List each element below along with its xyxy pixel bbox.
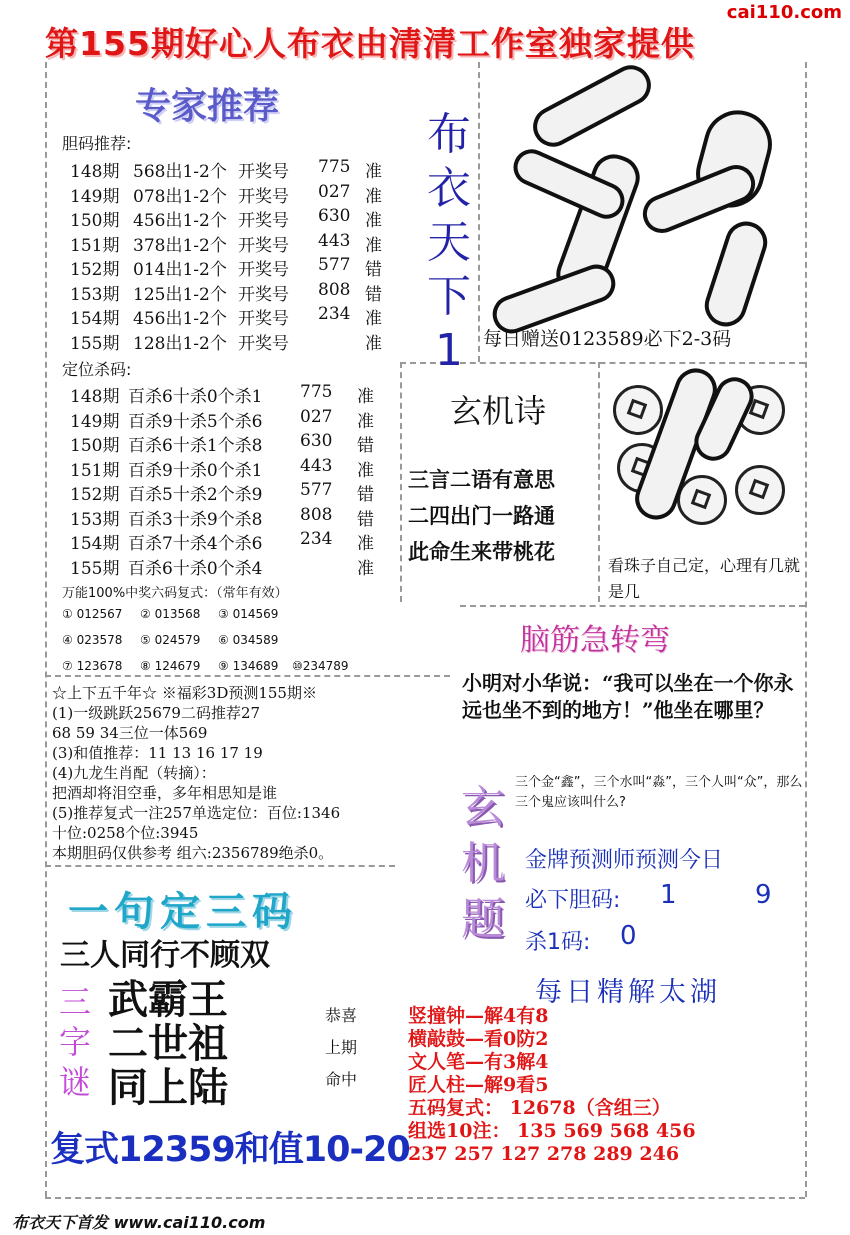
dan-cell: 456出1-2个	[133, 309, 227, 329]
kill-cell: 准	[357, 411, 374, 432]
wanneng-cell: ⑨ 134689	[218, 659, 279, 673]
kill-cell: 152期	[70, 485, 120, 505]
dan-cell: 开奖号	[238, 211, 289, 231]
dan-cell: 443	[318, 230, 351, 251]
dan-cell: 150期	[70, 211, 120, 231]
wanneng-cell: ⑥ 034589	[218, 633, 279, 647]
frame-divider-coin	[598, 362, 600, 602]
dan-cell: 开奖号	[238, 235, 289, 256]
coins-caption: 看珠子自己定，心理有几就是几	[608, 556, 801, 601]
dan-cell: 154期	[70, 309, 120, 329]
taihu-lines	[408, 1005, 696, 1166]
dan-cell: 027	[318, 181, 351, 202]
kill-cell: 错	[357, 509, 374, 530]
wanneng-cell: ④ 023578	[62, 633, 123, 647]
dan-cell: 149期	[70, 186, 120, 207]
poem-title: 玄机诗	[450, 392, 547, 430]
dan-cell: 开奖号	[238, 284, 289, 305]
kill-cell: 准	[357, 534, 374, 554]
poem-line: 三言二语有意思	[408, 468, 555, 492]
history-block	[52, 683, 340, 863]
sanzi-word: 二世祖	[108, 1021, 228, 1067]
taihu-line: 横敲鼓—看0防2	[408, 1028, 549, 1050]
kill-cell: 百杀7十杀4个杀6	[128, 534, 263, 554]
kill-title: 定位杀码:	[62, 360, 132, 379]
dan-cell: 开奖号	[238, 162, 289, 182]
sanzi-word: 同上陆	[108, 1065, 228, 1111]
kill-cell: 808	[300, 504, 333, 525]
kill-cell: 154期	[70, 534, 120, 554]
dan-cell: 577	[318, 255, 351, 275]
kill-cell: 153期	[70, 509, 120, 530]
taihu-line: 竖撞钟—解4有8	[408, 1005, 549, 1027]
kill-cell: 027	[300, 406, 333, 427]
kill-cell: 百杀3十杀9个杀8	[128, 509, 263, 530]
kill-cell: 准	[357, 387, 374, 407]
kill-cell: 错	[357, 436, 374, 456]
history-line: (5)推荐复式一注257单选定位：百位:1346	[52, 804, 341, 822]
taihu-line: 文人笔—有3解4	[408, 1051, 549, 1073]
dan-cell: 152期	[70, 260, 120, 280]
dan-cell: 准	[365, 186, 382, 207]
congrats-line: 上期	[325, 1038, 358, 1057]
expert-heading: 专家推荐	[135, 86, 280, 127]
dan-cell: 准	[365, 309, 382, 329]
wanneng-cell: ③ 014569	[218, 607, 279, 621]
dan-cell: 准	[365, 235, 382, 256]
dan-cell: 开奖号	[238, 186, 289, 207]
yiju-phrase: 三人同行不顾双	[60, 938, 270, 973]
taihu-line: 匠人柱—解9看5	[408, 1074, 549, 1096]
frame-bottom	[45, 1197, 805, 1199]
dan-cell: 125出1-2个	[133, 284, 227, 305]
dan-value-1: 1	[660, 880, 677, 910]
history-line: 把酒却将泪空垂，多年相思知是谁	[52, 784, 278, 802]
kill-cell: 577	[300, 480, 333, 500]
kill-cell: 百杀6十杀0个杀1	[128, 387, 263, 407]
dan-cell: 078出1-2个	[133, 186, 227, 207]
dan-cell: 148期	[70, 162, 120, 182]
coins-graphic	[605, 365, 805, 545]
kill-cell: 149期	[70, 411, 120, 432]
poem-line: 此命生来带桃花	[408, 540, 555, 564]
big-number-graphic	[490, 70, 805, 320]
kill-cell: 443	[300, 455, 333, 476]
footer-text[interactable]: 布衣天下首发 www.cai110.com	[12, 1213, 266, 1232]
congrats	[325, 1000, 357, 1096]
sanzi-word: 武霸王	[108, 977, 228, 1023]
kill-cell: 151期	[70, 460, 120, 481]
kill-cell: 775	[300, 382, 333, 402]
kill-cell: 百杀6十杀1个杀8	[128, 436, 263, 456]
history-line: (1)一级跳跃25679二码推荐27	[52, 704, 261, 722]
page-title: 第155期好心人布衣由清清工作室独家提供	[45, 24, 695, 63]
frame-h3	[45, 675, 450, 677]
kill-cell: 错	[357, 485, 374, 505]
wanneng-cell: ⑧ 124679	[140, 659, 201, 673]
kill-cell: 234	[300, 529, 333, 549]
site-url[interactable]: cai110.com	[726, 2, 842, 23]
dan-cell: 错	[365, 284, 382, 305]
kill-label: 杀1码:	[525, 930, 591, 955]
kill-cell: 百杀5十杀2个杀9	[128, 485, 263, 505]
taihu-line: 237 257 127 278 289 246	[408, 1143, 680, 1165]
wanneng-cell: ⑤ 024579	[140, 633, 201, 647]
yiju-title: 一句定三码	[68, 889, 298, 935]
dan-cell: 开奖号	[238, 260, 289, 280]
frame-right	[805, 62, 807, 1197]
kill-cell: 150期	[70, 436, 120, 456]
kill-cell: 准	[357, 558, 374, 579]
dan-cell: 808	[318, 279, 351, 300]
wanneng-cell: ⑩234789	[292, 659, 349, 673]
riddle-title: 脑筋急转弯	[520, 623, 670, 658]
history-line: 本期胆码仅供参考 组六:2356789绝杀0。	[52, 844, 334, 862]
sanzi-label: 三字谜	[58, 983, 91, 1101]
frame-h4	[45, 865, 395, 867]
dan-title: 胆码推荐:	[62, 134, 132, 153]
kill-cell: 630	[300, 431, 333, 451]
dan-cell: 456出1-2个	[133, 211, 227, 231]
buyi-title: 布衣天下1	[427, 109, 471, 376]
gold-title: 金牌预测师预测今日	[525, 848, 724, 873]
history-line: ☆上下五千年☆ ※福彩3D预测155期※	[52, 684, 317, 702]
kill-cell: 百杀6十杀0个杀4	[128, 558, 263, 579]
dan-value-2: 9	[755, 880, 772, 910]
xuanji-text: 三个金“鑫”，三个水叫“淼”，三个人叫“众”，那么三个鬼应该叫什么?	[515, 775, 803, 810]
dan-cell: 准	[365, 211, 382, 231]
dan-label: 必下胆码:	[525, 888, 621, 913]
frame-h2	[460, 605, 805, 607]
wanneng-title: 万能100%中奖六码复式：（常年有效）	[62, 586, 288, 601]
poem-lines	[408, 462, 555, 570]
dan-cell: 630	[318, 206, 351, 226]
frame-divider-mid	[400, 362, 402, 602]
wanneng-cell: ② 013568	[140, 607, 201, 621]
history-line: (3)和值推荐：11 13 16 17 19	[52, 744, 263, 762]
wanneng-cell: ⑦ 123678	[62, 659, 123, 673]
kill-cell: 百杀9十杀5个杀6	[128, 411, 263, 432]
fushi-text: 复式12359和值10-20	[50, 1130, 410, 1170]
dan-cell: 568出1-2个	[133, 162, 227, 182]
dan-cell: 775	[318, 157, 351, 177]
dan-cell: 153期	[70, 284, 120, 305]
dan-cell: 准	[365, 162, 382, 182]
history-line: 68 59 34三位一体569	[52, 724, 208, 742]
kill-cell: 148期	[70, 387, 120, 407]
kill-cell: 准	[357, 460, 374, 481]
dan-cell: 155期	[70, 333, 120, 354]
kill-value: 0	[620, 921, 637, 951]
dan-cell: 准	[365, 333, 382, 354]
history-line: 十位:0258个位:3945	[52, 824, 199, 842]
buyi-caption: 每日赠送0123589必下2-3码	[483, 328, 732, 350]
sanzi-words	[108, 978, 228, 1110]
wanneng-cell: ① 012567	[62, 607, 123, 621]
poem-line: 二四出门一路通	[408, 504, 555, 528]
kill-cell: 百杀9十杀0个杀1	[128, 460, 263, 481]
dan-cell: 开奖号	[238, 333, 289, 354]
dan-cell: 014出1-2个	[133, 260, 227, 280]
taihu-title: 每日精解太湖	[535, 977, 721, 1008]
congrats-line: 命中	[325, 1070, 358, 1089]
congrats-line: 恭喜	[325, 1006, 358, 1025]
kill-cell: 155期	[70, 558, 120, 579]
dan-cell: 错	[365, 260, 382, 280]
dan-cell: 128出1-2个	[133, 333, 227, 354]
dan-cell: 378出1-2个	[133, 235, 227, 256]
dan-cell: 开奖号	[238, 309, 289, 329]
taihu-line: 五码复式： 12678（含组三）	[408, 1097, 671, 1119]
frame-left	[45, 62, 47, 1197]
riddle-text: 小明对小华说：“我可以坐在一个你永远也坐不到的地方！”他坐在哪里？	[462, 671, 794, 722]
taihu-line: 组选10注： 135 569 568 456	[408, 1120, 696, 1142]
dan-cell: 151期	[70, 235, 120, 256]
history-line: (4)九龙生肖配（转摘）：	[52, 764, 216, 782]
dan-cell: 234	[318, 304, 351, 324]
xuanji-title: 玄机题	[461, 782, 505, 945]
frame-divider-top	[478, 62, 480, 362]
